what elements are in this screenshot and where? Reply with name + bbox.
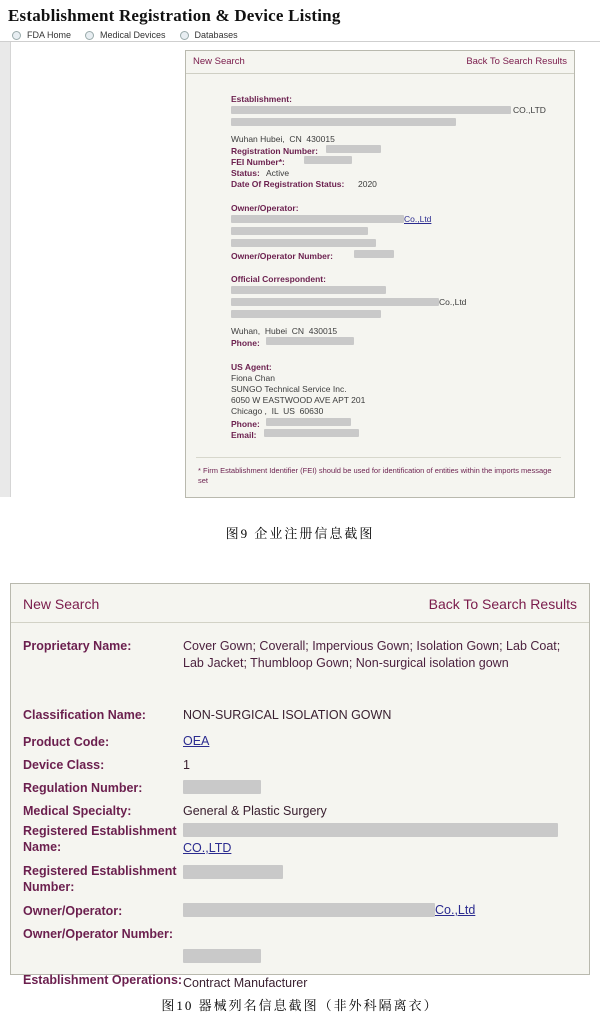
redaction-bar [183,823,558,837]
fei-footnote: * Firm Establishment Identifier (FEI) should be used for identification of entities within the imports message set [198,466,552,485]
establishment-label: Establishment: [231,94,292,104]
establishment-registration-panel [185,50,575,498]
new-search-link[interactable]: New Search [23,596,100,612]
redaction-bar [264,429,359,437]
breadcrumb-item-fda-home[interactable]: FDA Home [27,30,72,40]
device-class-value: 1 [183,758,190,772]
panel-toolbar [186,51,574,74]
owner-operator-number-label: Owner/Operator Number: [23,927,174,941]
left-sidebar-rail [0,42,11,497]
breadcrumb-item-medical-devices[interactable]: Medical Devices [100,30,166,40]
device-class-label: Device Class: [23,758,105,772]
back-to-search-results-link[interactable]: Back To Search Results [428,596,577,612]
proprietary-name-label: Proprietary Name: [23,639,132,653]
official-correspondent-value-suffix: Co.,Ltd [439,297,467,307]
official-correspondent-label: Official Correspondent: [231,274,326,284]
date-of-registration-status-value: 2020 [358,179,377,189]
classification-name-value: NON-SURGICAL ISOLATION GOWN [183,708,392,722]
new-search-link[interactable]: New Search [193,56,245,67]
official-correspondent-address: Wuhan, Hubei CN 430015 [231,326,338,336]
owner-operator-link[interactable]: Co.,Ltd [435,903,476,917]
medical-specialty-label: Medical Specialty: [23,804,132,818]
owner-operator-label: Owner/Operator: [23,904,123,918]
bullet-icon [180,31,189,40]
redaction-bar [266,418,351,426]
redaction-bar [231,286,386,294]
redaction-bar [231,215,404,223]
figure-9-caption: 图9 企业注册信息截图 [225,526,375,541]
status-label: Status: [231,168,260,178]
redaction-bar [183,865,283,879]
us-agent-name: Fiona Chan [231,373,275,383]
establishment-operations-value: Contract Manufacturer [183,976,308,990]
registered-establishment-name-link[interactable]: CO.,LTD [183,841,232,855]
redaction-bar [231,106,511,114]
redaction-bar [266,337,354,345]
redaction-bar [231,310,381,318]
status-value: Active [266,168,290,178]
redaction-bar [231,227,368,235]
owner-operator-label: Owner/Operator: [231,203,299,213]
owner-operator-value-link[interactable]: Co.,Ltd [404,214,432,224]
redaction-bar [231,298,439,306]
product-code-link[interactable]: OEA [183,734,210,748]
panel-body [11,623,589,990]
bullet-icon [12,31,21,40]
product-code-label: Product Code: [23,735,110,749]
establishment-address: Wuhan Hubei, CN 430015 [231,134,335,144]
establishment-operations-label: Establishment Operations: [23,973,183,987]
redaction-bar [183,780,261,794]
medical-specialty-value: General & Plastic Surgery [183,804,327,818]
redaction-bar [183,949,261,963]
classification-name-label: Classification Name: [23,708,146,722]
registration-number-label: Registration Number: [231,146,318,156]
back-to-search-results-link[interactable]: Back To Search Results [466,56,567,67]
establishment-value-suffix: CO.,LTD [513,105,546,115]
us-agent-label: US Agent: [231,362,272,372]
redaction-bar [231,239,376,247]
panel-toolbar [11,584,589,623]
breadcrumb [12,30,238,40]
header-divider [0,41,600,42]
breadcrumb-item-databases[interactable]: Databases [194,30,238,40]
date-of-registration-status-label: Date Of Registration Status: [231,179,345,189]
us-agent-street: 6050 W EASTWOOD AVE APT 201 [231,395,366,405]
redaction-bar [231,118,456,126]
regulation-number-label: Regulation Number: [23,781,143,795]
device-listing-panel [10,583,590,990]
correspondent-phone-label: Phone: [231,338,260,348]
proprietary-name-value: Cover Gown; Coverall; Impervious Gown; Isolation Gown; Lab Coat; Lab Jacket; Thumbloop Gown; Non-surgical isolation gown [183,639,561,670]
redaction-bar [304,156,352,164]
registered-establishment-number-label: Registered Establishment Number: [23,864,177,894]
page-title: Establishment Registration & Device Listing [8,6,341,25]
us-agent-city: Chicago , IL US 60630 [231,406,324,416]
figure-10-caption: 图10 器械列名信息截图（非外科隔离衣） [161,998,439,1013]
footnote-divider [196,457,561,458]
redaction-bar [183,903,435,917]
bullet-icon [85,31,94,40]
us-agent-company: SUNGO Technical Service Inc. [231,384,347,394]
redaction-bar [354,250,394,258]
us-agent-email-label: Email: [231,430,257,440]
fei-number-label: FEI Number*: [231,157,285,167]
panel-body [186,74,574,498]
owner-operator-number-label: Owner/Operator Number: [231,251,334,261]
us-agent-phone-label: Phone: [231,419,260,429]
registered-establishment-name-label: Registered Establishment Name: [23,824,177,854]
redaction-bar [326,145,381,153]
